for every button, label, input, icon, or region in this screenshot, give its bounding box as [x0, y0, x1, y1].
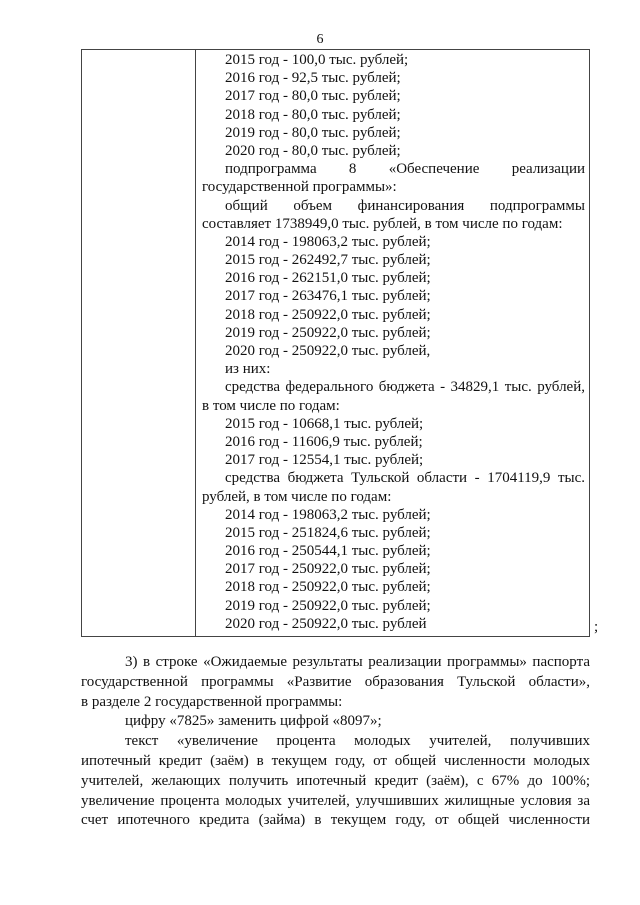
passport-table	[81, 49, 590, 637]
table-text-line: 2019 год - 250922,0 тыс. рублей;	[225, 597, 431, 614]
body-text-line: ипотечный кредит (заём) в текущем году, от общей численности молодых	[81, 752, 590, 769]
table-text-line: 2015 год - 262492,7 тыс. рублей;	[225, 252, 431, 269]
table-text-line: 2014 год - 198063,2 тыс. рублей;	[225, 506, 431, 523]
table-text-line: 2017 год - 12554,1 тыс. рублей;	[225, 452, 424, 469]
table-text-line: 2015 год - 10668,1 тыс. рублей;	[225, 415, 424, 432]
table-text-line: 2015 год - 100,0 тыс. рублей;	[225, 52, 409, 68]
table-text-line: 2016 год - 92,5 тыс. рублей;	[225, 70, 401, 87]
body-text-line: 3) в строке «Ожидаемые результаты реализации программы» паспорта	[125, 654, 590, 670]
table-text-line: 2017 год - 80,0 тыс. рублей;	[225, 88, 401, 105]
table-text-line: подпрограмма 8 «Обеспечение реализации	[225, 161, 585, 178]
body-text-line: увеличение процента молодых учителей, улучшивших жилищные условия за	[81, 792, 590, 809]
table-text-line: средства бюджета Тульской области - 1704119,9 тыс.	[225, 470, 585, 487]
body-text-line: учителей, желающих получить ипотечный кредит (заём), с 67% до 100%;	[81, 772, 590, 789]
table-trailing-semicolon: ;	[594, 619, 599, 635]
table-text-line: средства федерального бюджета - 34829,1 тыс. рублей,	[225, 379, 585, 396]
table-text-line: 2019 год - 250922,0 тыс. рублей;	[225, 324, 431, 341]
table-text-line: 2017 год - 250922,0 тыс. рублей;	[225, 561, 431, 578]
table-text-line: 2018 год - 250922,0 тыс. рублей;	[225, 306, 431, 323]
table-text-line: 2017 год - 263476,1 тыс. рублей;	[225, 288, 431, 305]
amendment-paragraphs	[81, 653, 590, 831]
table-text-line: 2019 год - 80,0 тыс. рублей;	[225, 124, 401, 141]
table-text-line: 2018 год - 80,0 тыс. рублей;	[225, 106, 401, 123]
table-column-divider	[195, 50, 196, 636]
table-content-cell	[202, 51, 585, 633]
table-text-line: 2016 год - 11606,9 тыс. рублей;	[225, 433, 423, 450]
body-text-line: цифру «7825» заменить цифрой «8097»;	[125, 713, 382, 730]
table-text-line: составляет 1738949,0 тыс. рублей, в том числе по годам:	[202, 215, 563, 232]
table-text-line: 2020 год - 250922,0 тыс. рублей,	[225, 343, 431, 359]
table-text-line: из них:	[225, 361, 271, 378]
table-text-line: 2018 год - 250922,0 тыс. рублей;	[225, 579, 431, 596]
page-number: 6	[316, 32, 324, 47]
table-text-line: 2015 год - 251824,6 тыс. рублей;	[225, 524, 431, 541]
table-text-line: 2016 год - 262151,0 тыс. рублей;	[225, 270, 431, 287]
body-text-line: государственной программы «Развитие образования Тульской области»,	[81, 673, 590, 690]
table-text-line: общий объем финансирования подпрограммы	[225, 197, 585, 214]
table-text-line: рублей, в том числе по годам:	[202, 488, 392, 505]
table-text-line: государственной программы»:	[202, 179, 397, 196]
table-text-line: 2014 год - 198063,2 тыс. рублей;	[225, 233, 431, 250]
table-text-line: 2020 год - 250922,0 тыс. рублей	[225, 615, 427, 632]
body-text-line: счет ипотечного кредита (займа) в текущем году, от общей численности	[81, 812, 590, 829]
body-text-line: текст «увеличение процента молодых учителей, получивших	[125, 733, 590, 750]
table-text-line: 2016 год - 250544,1 тыс. рублей;	[225, 543, 431, 560]
body-text-line: в разделе 2 государственной программы:	[81, 693, 343, 710]
table-text-line: в том числе по годам:	[202, 397, 340, 414]
table-text-line: 2020 год - 80,0 тыс. рублей;	[225, 142, 401, 159]
